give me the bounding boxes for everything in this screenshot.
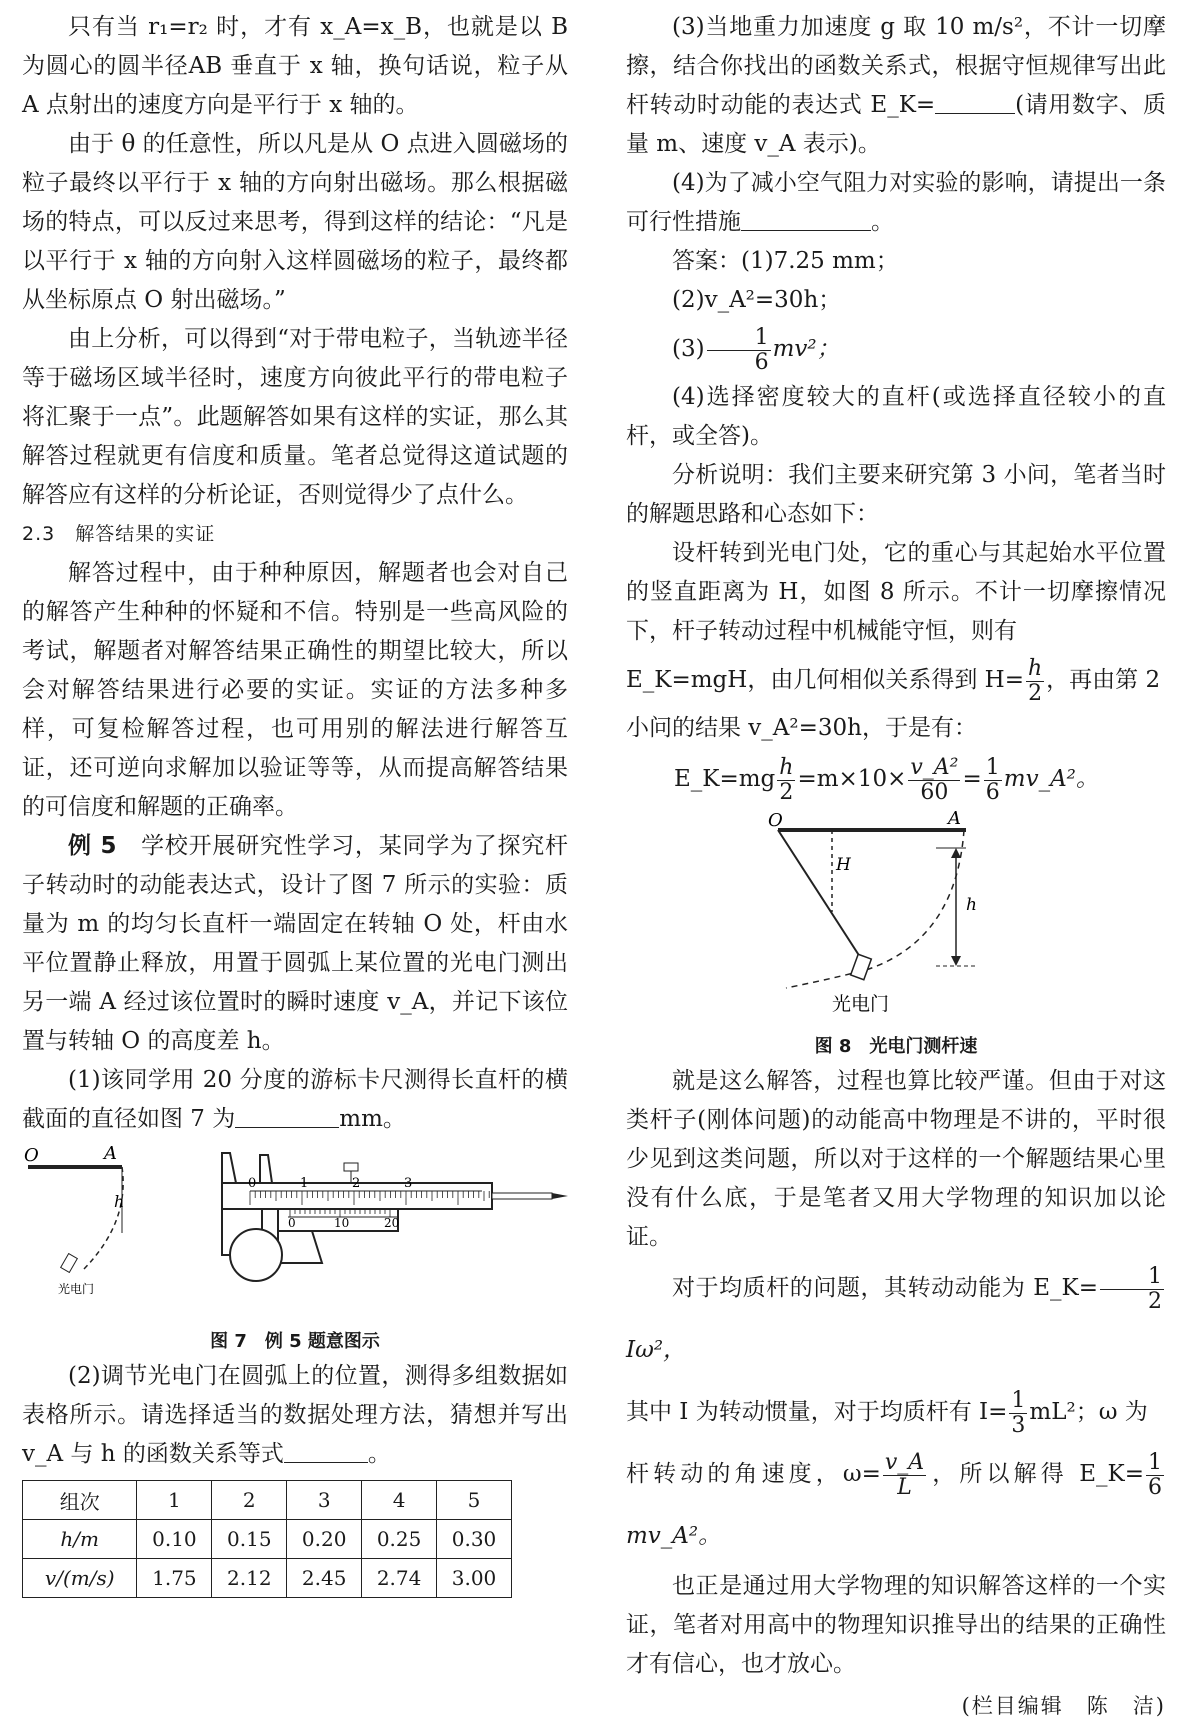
fig7-A-label: A — [104, 1143, 117, 1164]
caliper-main-0: 0 — [248, 1176, 257, 1191]
editor-signoff: (栏目编辑 陈 洁) — [961, 1694, 1166, 1718]
question-4: (4)为了减小空气阻力对实验的影响，请提出一条可行性措施 。 — [626, 170, 1166, 235]
question-2-text: (2)调节光电门在圆弧上的位置，测得多组数据如表格所示。请选择适当的数据处理方法，猜想并写出 v_A 与 h 的函数关系等式 — [22, 1363, 568, 1467]
table-cell: 3.00 — [437, 1559, 512, 1598]
table-cell: 4 — [362, 1481, 437, 1520]
left-column — [22, 8, 568, 1598]
p6b-fraction — [1026, 657, 1044, 706]
p8-post: Iω²， — [626, 1337, 687, 1363]
fig7-h-label: h — [114, 1192, 125, 1211]
arc-path — [786, 830, 964, 988]
fraction-denominator: 6 — [1148, 1474, 1162, 1500]
fraction-denominator: 2 — [1148, 1288, 1162, 1314]
fraction-numerator: 1 — [985, 754, 1000, 780]
fraction-denominator: 2 — [779, 779, 794, 805]
fig8-h-label: h — [966, 895, 977, 915]
p10-pre: 杆转动的角速度，ω= — [626, 1461, 881, 1487]
paragraph-2: 由于 θ 的任意性，所以凡是从 O 点进入圆磁场的粒子最终以平行于 x 轴的方向射出磁场。那么根据磁场的特点，可以反过来思考，得到这样的结论：“凡是以平行于 x 轴的方向射入这样圆磁场的粒子，最终都从坐标原点 O 射出磁场。” — [22, 131, 568, 313]
fraction-numerator: 1 — [1100, 1265, 1164, 1290]
h-arrow-up — [951, 848, 961, 858]
fraction-numerator: v_A — [884, 1449, 925, 1475]
table-row — [23, 1520, 512, 1559]
p10-mid: ，所以解得 E_K= — [928, 1461, 1144, 1487]
paragraph-3: 由上分析，可以得到“对于带电粒子，当轨迹半径等于磁场区域半径时，速度方向彼此平行的带电粒子将汇聚于一点”。此题解答如果有这样的实证，那么其解答过程就更有信度和质量。笔者总觉得这道试题的解答应有这样的分析论证，否则觉得少了点什么。 — [22, 326, 568, 508]
fraction-numerator: v_A² — [910, 754, 959, 780]
photogate-icon — [61, 1254, 78, 1273]
question-3-tail: (请用数字、质量 m、速度 v_A 表示)。 — [626, 92, 1166, 157]
paragraph-11: 也正是通过用大学物理的知识解答这样的一个实证，笔者对用高中的物理知识推导出的结果的正确性才有信心，也才放心。 — [626, 1573, 1166, 1677]
photogate-icon — [851, 954, 872, 979]
answer-3-fraction — [707, 326, 771, 375]
p10-fraction-2 — [1146, 1451, 1164, 1500]
table-cell: 0.20 — [287, 1520, 362, 1559]
caliper-main-3: 3 — [404, 1176, 413, 1191]
question-3 — [626, 8, 1166, 164]
data-table — [22, 1480, 512, 1598]
table-cell: 3 — [287, 1481, 362, 1520]
paragraph-1: 只有当 r₁=r₂ 时，才有 x_A=x_B，也就是以 B 为圆心的圆半径AB 垂直于 x 轴，换句话说，粒子从 A 点射出的速度方向是平行于 x 轴的。 — [22, 14, 568, 118]
fraction-denominator: 2 — [1028, 680, 1043, 706]
p6b-post: ，再由第 2 — [1046, 667, 1161, 693]
eq-pre: E_K=mg — [674, 766, 776, 792]
eq-mid: =m×10× — [797, 766, 907, 792]
fraction-numerator: h — [1027, 655, 1043, 681]
fraction-denominator: 6 — [754, 349, 769, 375]
fraction-denominator: 3 — [1011, 1412, 1026, 1438]
paragraph-4: 解答过程中，由于种种原因，解题者也会对自己的解答产生种种的怀疑和不信。特别是一些高风险的考试，解题者对解答结果正确性的期望比较大，所以会对解答结果进行必要的实证。实证的方法多种多样，可复检解答过程，也可用别的解法进行解答互证，还可逆向求解加以验证等等，从而提高解答结果的可信度和解题的正确率。 — [22, 560, 568, 820]
eq-fraction-2 — [908, 756, 960, 805]
table-cell: 0.15 — [212, 1520, 287, 1559]
figure-7 — [22, 1143, 568, 1323]
answer-blank-3 — [935, 91, 1015, 114]
fig8-gate-label: 光电门 — [832, 993, 890, 1015]
caliper-main-1: 1 — [300, 1176, 309, 1191]
analysis-note: 分析说明：我们主要来研究第 3 小问，笔者当时的解题思路和心态如下： — [626, 462, 1166, 527]
eq-fraction-1 — [777, 756, 795, 805]
p10-post: mv_A²。 — [626, 1523, 722, 1549]
table-cell: 0.30 — [437, 1520, 512, 1559]
paragraph-6b — [626, 651, 1166, 709]
figure-8 — [626, 810, 1166, 1028]
fraction-numerator: 1 — [707, 326, 771, 351]
caliper-main-2: 2 — [352, 1176, 361, 1191]
question-1-text: (1)该同学用 20 分度的游标卡尺测得长直杆的横截面的直径如图 7 为 — [22, 1067, 568, 1132]
p8-fraction — [1100, 1265, 1164, 1314]
table-row — [23, 1481, 512, 1520]
answer-blank-1 — [235, 1105, 339, 1128]
table-cell: 2.45 — [287, 1559, 362, 1598]
table-cell: 组次 — [23, 1481, 137, 1520]
fraction-numerator: h — [779, 754, 794, 780]
p9-post: mL²；ω 为 — [1029, 1399, 1148, 1425]
eq-post: mv_A²。 — [1003, 766, 1099, 792]
p8-pre: 对于均质杆的问题，其转动动能为 E_K= — [672, 1275, 1098, 1301]
fraction-denominator: 60 — [920, 779, 949, 805]
answer-blank-4 — [741, 208, 871, 231]
figure-8-svg — [626, 810, 1166, 1028]
answer-3-post: mv²； — [772, 336, 840, 362]
fig7-gate-label: 光电门 — [58, 1282, 95, 1296]
caliper-vernier-0: 0 — [288, 1216, 296, 1230]
rod-rotated — [778, 830, 862, 960]
energy-equation — [626, 748, 1166, 810]
fraction-numerator: 1 — [1148, 1449, 1162, 1475]
fig7-O-label: O — [24, 1145, 39, 1166]
answer-3 — [626, 320, 1166, 378]
table-cell: v/(m/s) — [23, 1559, 137, 1598]
question-4-text: (4)为了减小空气阻力对实验的影响，请提出一条可行性措施 — [626, 170, 1166, 235]
question-1 — [22, 1061, 568, 1139]
table-row — [23, 1559, 512, 1598]
question-3-text: (3)当地重力加速度 g 取 10 m/s²，不计一切摩擦，结合你找出的函数关系式，根据守恒规律写出此杆转动时动能的表达式 E_K= — [626, 14, 1166, 118]
h-arrow-down — [951, 956, 961, 966]
table-cell: 2.74 — [362, 1559, 437, 1598]
fig8-H-label: H — [836, 855, 851, 875]
fig8-A-label: A — [948, 810, 961, 829]
answer-2: (2)v_A²=30h； — [672, 287, 842, 313]
figure-7-caption: 图 7 例 5 题意图示 — [210, 1331, 380, 1352]
p10-fraction-1 — [883, 1451, 926, 1500]
paragraph-8 — [626, 1257, 1166, 1381]
fraction-numerator: 1 — [1011, 1387, 1026, 1413]
question-2: (2)调节光电门在圆弧上的位置，测得多组数据如表格所示。请选择适当的数据处理方法，猜想并写出 v_A 与 h 的函数关系等式 。 — [22, 1363, 568, 1467]
fraction-denominator: L — [897, 1474, 912, 1500]
answer-1: 答案：(1)7.25 mm； — [672, 248, 899, 274]
figure-8-caption: 图 8 光电门测杆速 — [814, 1036, 978, 1057]
section-heading: 2.3 解答结果的实证 — [22, 523, 216, 545]
p9-pre: 其中 I 为转动惯量，对于均质杆有 I= — [626, 1399, 1008, 1425]
table-cell: 0.25 — [362, 1520, 437, 1559]
p9-fraction — [1009, 1389, 1027, 1438]
table-cell: 2.12 — [212, 1559, 287, 1598]
fig8-O-label: O — [768, 810, 783, 831]
eq-fraction-3 — [984, 756, 1002, 805]
table-cell: 2 — [212, 1481, 287, 1520]
example-label: 例 5 — [68, 833, 117, 859]
table-cell: 1.75 — [137, 1559, 212, 1598]
answer-3-pre: (3) — [672, 336, 705, 362]
paragraph-7: 就是这么解答，过程也算比较严谨。但由于对这类杆子(刚体问题)的动能高中物理是不讲的，平时很少见到这类问题，所以对于这样的一个解题结果心里没有什么底，于是笔者又用大学物理的知识加以论证。 — [626, 1068, 1166, 1250]
example-5-text — [22, 827, 568, 1061]
table-cell: 0.10 — [137, 1520, 212, 1559]
example-5-body: 学校开展研究性学习，某同学为了探究杆子转动时的动能表达式，设计了图 7 所示的实验：质量为 m 的均匀长直杆一端固定在转轴 O 处，杆由水平位置静止释放，用置于圆弧上某位置的光电门测出另一端 A 经过该位置时的瞬时速度 v_A，并记下该位置与转轴 O 的高度差 h。 — [22, 833, 569, 1054]
caliper-vernier-20: 20 — [384, 1216, 400, 1230]
paragraph-6a: 设杆转到光电门处，它的重心与其起始水平位置的竖直距离为 H，如图 8 所示。不计一切摩擦情况下，杆子转动过程中机械能守恒，则有 — [626, 540, 1166, 644]
table-cell: 5 — [437, 1481, 512, 1520]
answer-4: (4)选择密度较大的直杆(或选择直径较小的直杆，或全答)。 — [626, 384, 1166, 449]
p6b-pre: E_K=mgH，由几何相似关系得到 H= — [626, 667, 1024, 693]
figure-7-svg — [22, 1143, 568, 1323]
paragraph-10 — [626, 1443, 1166, 1567]
arc-path — [82, 1167, 123, 1271]
caliper-vernier-10: 10 — [334, 1216, 350, 1230]
table-cell: 1 — [137, 1481, 212, 1520]
answer-blank-2 — [284, 1440, 368, 1463]
paragraph-9 — [626, 1381, 1166, 1443]
eq-equals: = — [962, 766, 982, 792]
table-cell: h/m — [23, 1520, 137, 1559]
right-column — [626, 8, 1166, 1720]
paragraph-6c: 小问的结果 v_A²=30h，于是有： — [626, 715, 977, 741]
fraction-denominator: 6 — [985, 779, 1000, 805]
question-1-unit: mm。 — [339, 1106, 406, 1132]
